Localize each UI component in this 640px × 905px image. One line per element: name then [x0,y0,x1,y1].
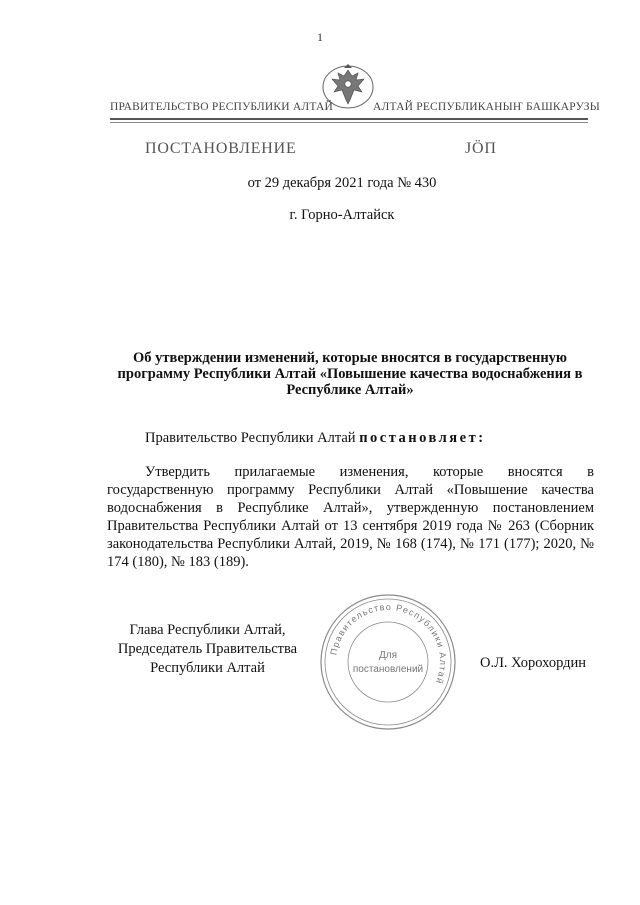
doc-type-russian: ПОСТАНОВЛЕНИЕ [145,140,297,157]
body-paragraph: Утвердить прилагаемые изменения, которые вносятся в государственную программу Республики Алтай «Повышение качества водоснабжения в Республике Алтай», утвержденную постановлением Правительства Республики Алтай от 13 сентября 2019 года № 263 (Сборник законодательства Республики Алтай, 2019, № 168 (174), № 171 (177); 2020, № 174 (180), № 183 (189). [107,464,594,570]
header-rule-thick [110,118,588,120]
official-seal-stamp [318,592,458,732]
signer-title-line: Председатель Правительства [117,641,298,657]
signer-title [105,621,310,678]
decree-word: постановляет: [359,430,486,446]
page-number: 1 [317,30,323,44]
decree-intro-text: Правительство Республики Алтай [145,430,356,446]
signer-title-line: Республики Алтай [150,660,265,676]
signer-title-line: Глава Республики Алтай, [129,622,286,638]
header-rule-thin [110,122,588,123]
stamp-center-line2: постановлений [352,664,424,675]
stamp-ring-text: Правительство Республики Алтай [328,601,449,687]
header-left-title: ПРАВИТЕЛЬСТВО РЕСПУБЛИКИ АЛТАЙ [110,101,334,113]
document-title: Об утверждении изменений, которые вносятся в государственную программу Республики Алтай «Повышение качества водоснабжения в Республике Алтай» [117,350,583,398]
doc-type-altai: JÖП [465,140,497,157]
decree-intro [145,430,486,447]
city-line: г. Горно-Алтайск [289,207,395,223]
date-line: от 29 декабря 2021 года № 430 [247,175,437,191]
stamp-center-line1: Для [378,650,398,661]
signer-name: О.Л. Хорохордин [480,655,587,671]
header-right-title: АЛТАЙ РЕСПУБЛИКАНЫҤ БАШКАРУЗЫ [373,101,600,113]
